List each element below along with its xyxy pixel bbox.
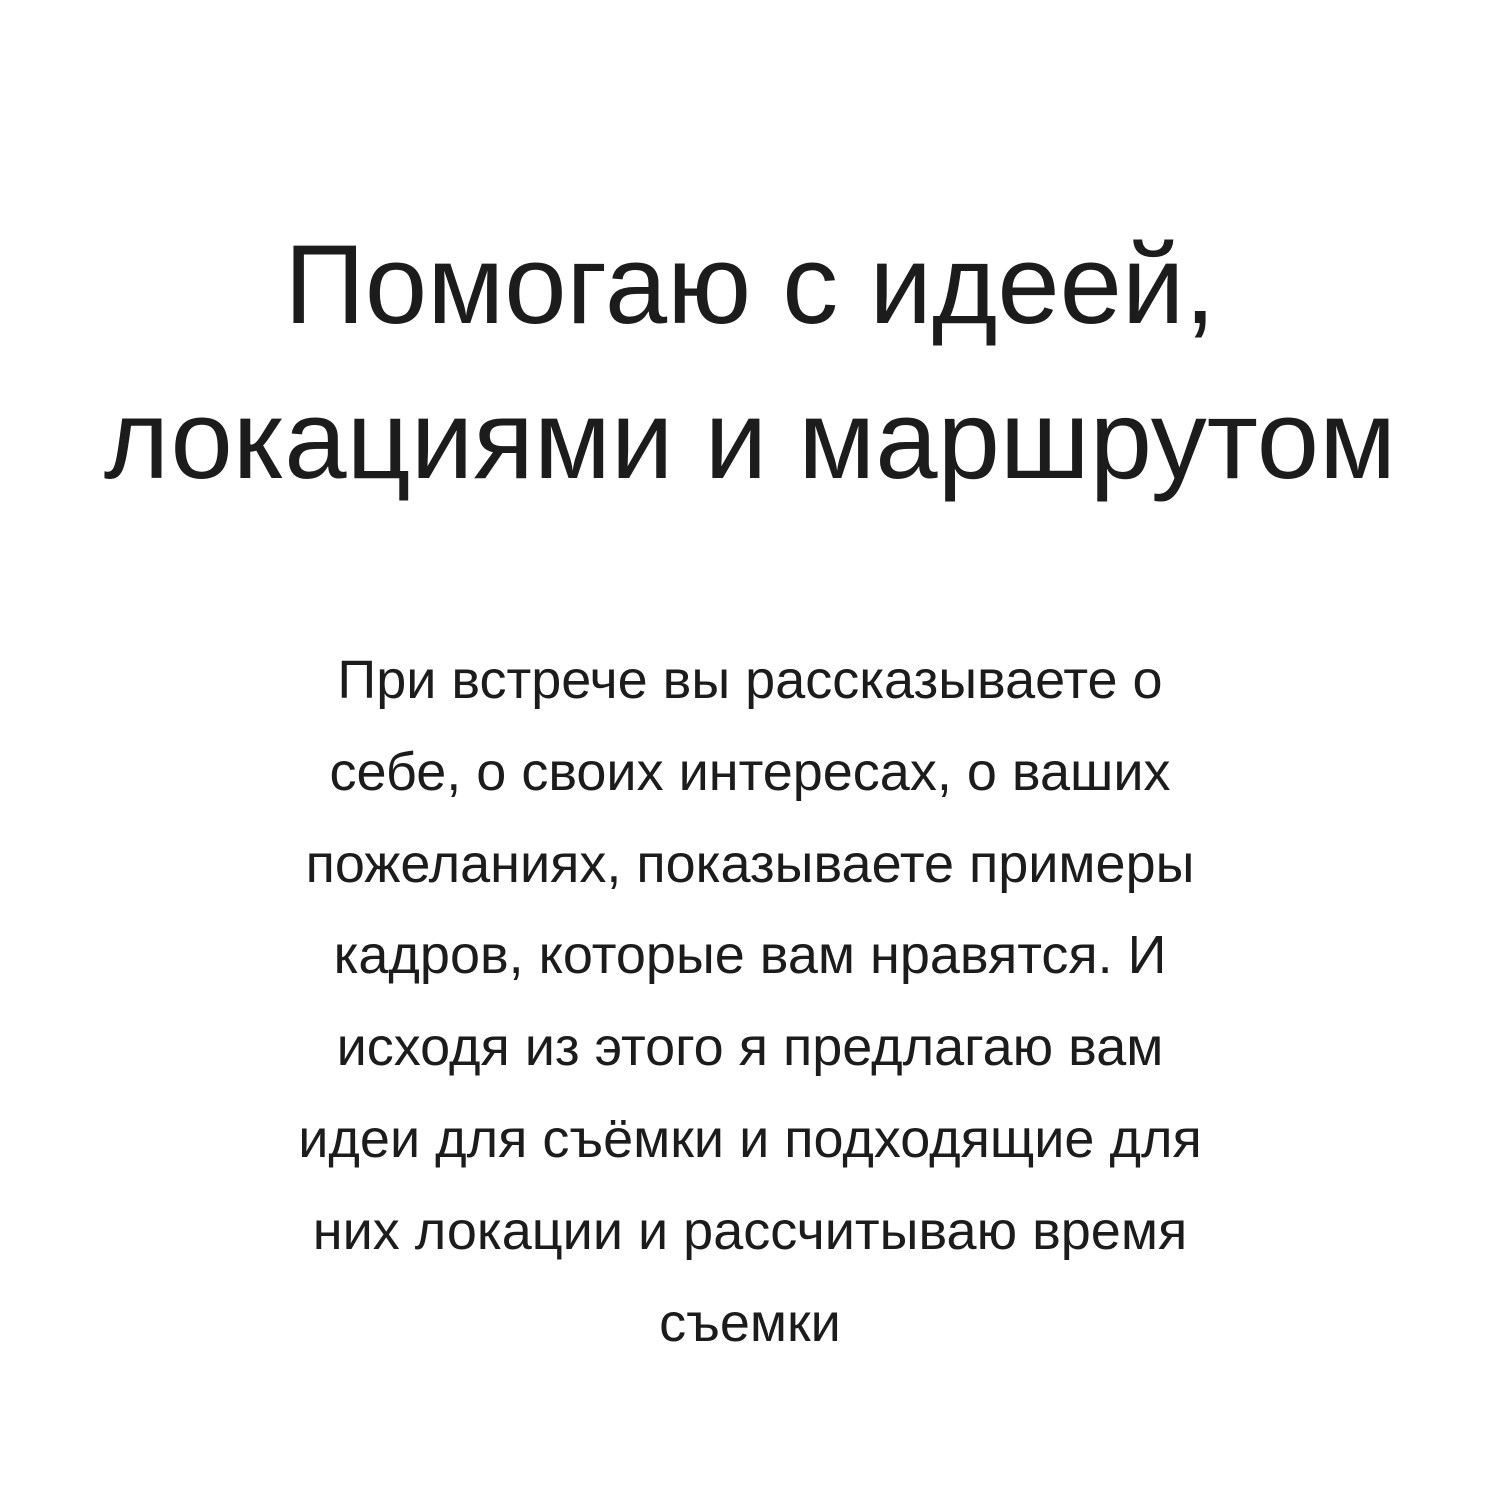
page-title: Помогаю с идеей, локациями и маршрутом bbox=[103, 222, 1397, 502]
body-text: При встрече вы рассказываете о себе, о своих интересах, о ваших пожеланиях, показываете примеры кадров, которые вам нравятся. И исходя из этого я предлагаю вам идеи для съёмки и подходящие для них локации и рассчитываю время съемки bbox=[298, 650, 1202, 1353]
